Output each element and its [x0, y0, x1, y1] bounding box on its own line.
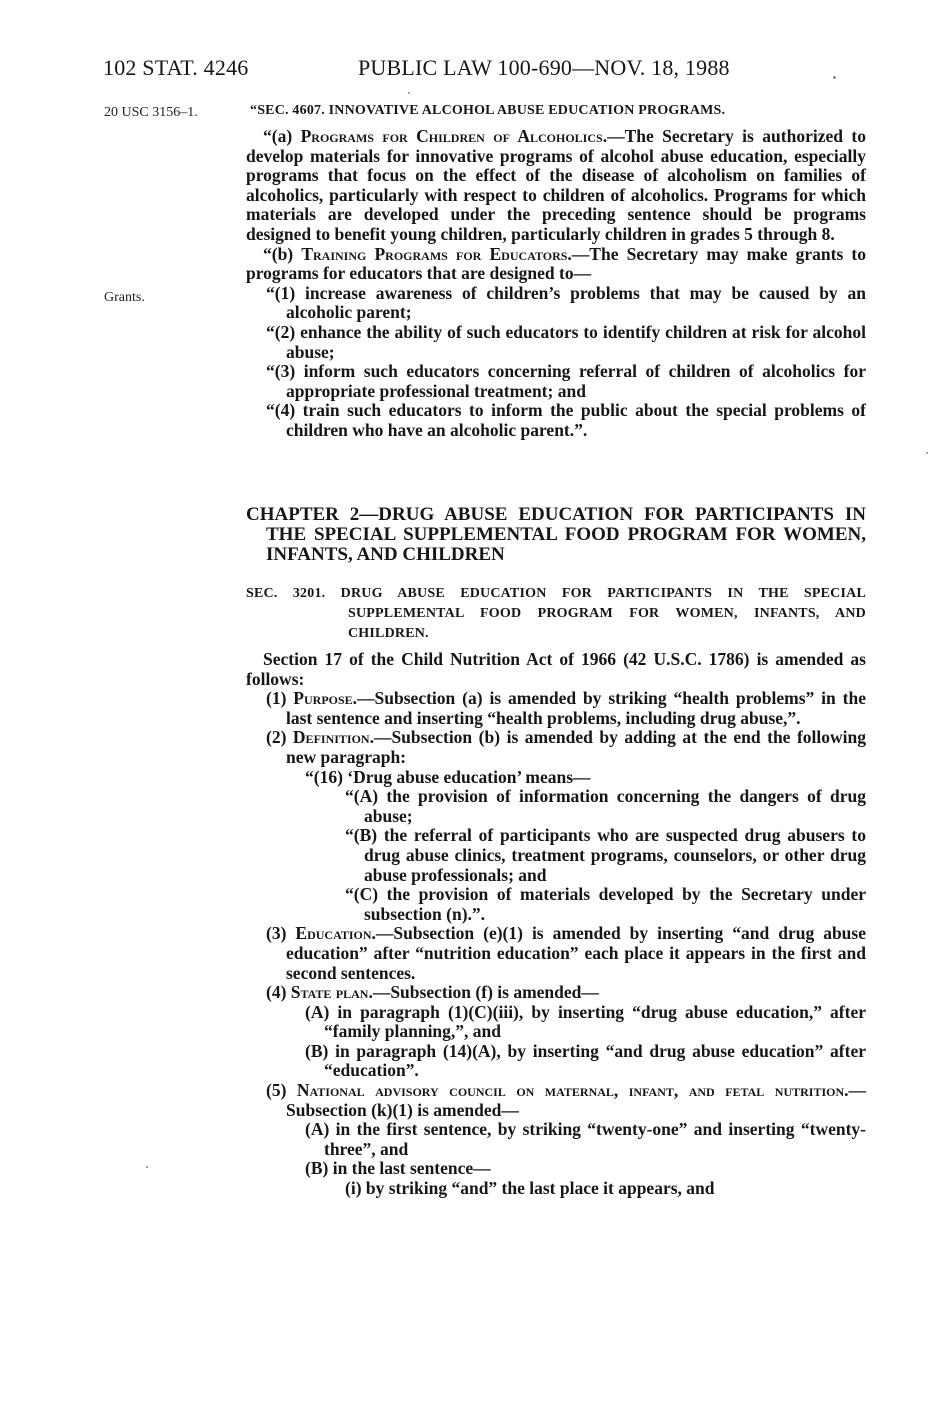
- paragraph-3: [246, 924, 866, 983]
- paragraph-2-prefix: (2): [266, 727, 293, 748]
- paragraph-4-item-b: (B) in paragraph (14)(A), by inserting “and drug abuse education” after “education”.: [305, 1040, 866, 1081]
- scan-speck: [926, 452, 928, 454]
- scan-speck: [408, 92, 410, 94]
- paragraph-2-item-b: “(B) the referral of participants who are suspected drug abusers to drug abuse clinics, treatment programs, counselors, or other drug abuse professionals; and: [345, 825, 866, 885]
- chapter-2-heading: CHAPTER 2—DRUG ABUSE EDUCATION FOR PARTICIPANTS IN THE SPECIAL SUPPLEMENTAL FOOD PROGRAM FOR WOMEN, INFANTS, AND CHILDREN: [246, 504, 866, 565]
- page-stat-number: 102 STAT. 4246: [103, 55, 249, 80]
- paragraph-2-text: .—Subsection (b) is amended by adding at the end the following new paragraph:: [286, 727, 866, 767]
- paragraph-5-heading: National advisory council on maternal, infant, and fetal nutrition: [296, 1080, 845, 1101]
- subsection-b-item: “(4) train such educators to inform the public about the special problems of children who have an alcoholic parent.”.: [266, 400, 866, 440]
- paragraph-2-heading: Definition: [292, 727, 370, 748]
- paragraph-4: [246, 983, 866, 1003]
- paragraph-3-text: .—Subsection (e)(1) is amended by inserting “and drug abuse education” after “nutrition education” each place it appears in the first and second sentences.: [286, 923, 866, 983]
- paragraph-2-item-a: “(A) the provision of information concerning the dangers of drug abuse;: [345, 786, 866, 826]
- paragraph-4-text: .—Subsection (f) is amended—: [368, 982, 599, 1003]
- section-3201-heading: SEC. 3201. DRUG ABUSE EDUCATION FOR PARTICIPANTS IN THE SPECIAL SUPPLEMENTAL FOOD PROGRAM FOR WOMEN, INFANTS, AND CHILDREN.: [246, 586, 866, 641]
- paragraph-3-prefix: (3): [266, 923, 296, 944]
- margin-note-usc: 20 USC 3156–1.: [104, 105, 198, 120]
- subsection-a: [246, 127, 866, 245]
- paragraph-2-definition: “(16) ‘Drug abuse education’ means—: [305, 766, 591, 787]
- paragraph-5: [246, 1081, 866, 1120]
- paragraph-1-heading: Purpose: [293, 688, 353, 709]
- paragraph-4-prefix: (4): [266, 982, 291, 1003]
- scan-speck: [833, 76, 836, 79]
- section-4607-heading: “SEC. 4607. INNOVATIVE ALCOHOL ABUSE EDUCATION PROGRAMS.: [250, 103, 726, 118]
- section-3201-body: [246, 650, 866, 1199]
- paragraph-5-item-b: (B) in the last sentence—: [305, 1158, 491, 1179]
- paragraph-2: [246, 728, 866, 767]
- subsection-b-heading: Training Programs for Educators: [301, 243, 568, 264]
- subsection-a-prefix: “(a): [263, 126, 301, 146]
- margin-note-grants: Grants.: [104, 290, 145, 305]
- section-3201-intro: Section 17 of the Child Nutrition Act of 1966 (42 U.S.C. 1786) is amended as follows:: [246, 649, 866, 689]
- paragraph-4-heading: State plan: [290, 982, 369, 1003]
- section-4607-body: [246, 127, 866, 441]
- paragraph-1: [246, 689, 866, 728]
- subsection-b-item: “(3) inform such educators concerning referral of children of alcoholics for appropriate professional treatment; and: [266, 361, 866, 401]
- paragraph-3-heading: Education: [295, 923, 372, 944]
- paragraph-5-item-b-i: (i) by striking “and” the last place it appears, and: [345, 1178, 715, 1199]
- paragraph-2-item-c: “(C) the provision of materials developed by the Secretary under subsection (n).”.: [345, 884, 866, 924]
- subsection-b-item: “(1) increase awareness of children’s problems that may be caused by an alcoholic parent;: [266, 282, 866, 323]
- paragraph-5-item-a: (A) in the first sentence, by striking “twenty-one” and inserting “twenty-three”, and: [305, 1119, 866, 1159]
- subsection-b-item: “(2) enhance the ability of such educators to identify children at risk for alcohol abuse;: [266, 321, 866, 362]
- subsection-a-text: .—The Secretary is authorized to develop materials for innovative programs of alcohol abuse education, especially programs that focus on the effect of the disease of alcoholism on families of alcoholics, particularly with respect to children of alcoholics. Programs for which materials are developed under the preceding sentence should be programs designed to benefit young children, particularly children in grades 5 through 8.: [246, 126, 866, 244]
- paragraph-5-prefix: (5): [266, 1080, 297, 1101]
- scan-speck: [146, 1166, 148, 1168]
- paragraph-5-text: .—Subsection (k)(1) is amended—: [286, 1080, 867, 1120]
- paragraph-1-text: .—Subsection (a) is amended by striking “health problems” in the last sentence and inserting “health problems, including drug abuse,”.: [286, 688, 866, 728]
- page-running-title: PUBLIC LAW 100-690—NOV. 18, 1988: [358, 55, 730, 80]
- subsection-b-text: .—The Secretary may make grants to programs for educators that are designed to—: [246, 243, 867, 284]
- paragraph-4-item-a: (A) in paragraph (1)(C)(iii), by inserting “drug abuse education,” after “family planning,”, and: [305, 1001, 866, 1042]
- subsection-a-heading: Programs for Children of Alcoholics: [300, 126, 603, 146]
- subsection-b-prefix: “(b): [263, 243, 302, 264]
- paragraph-1-prefix: (1): [266, 688, 294, 709]
- subsection-b: [246, 245, 866, 284]
